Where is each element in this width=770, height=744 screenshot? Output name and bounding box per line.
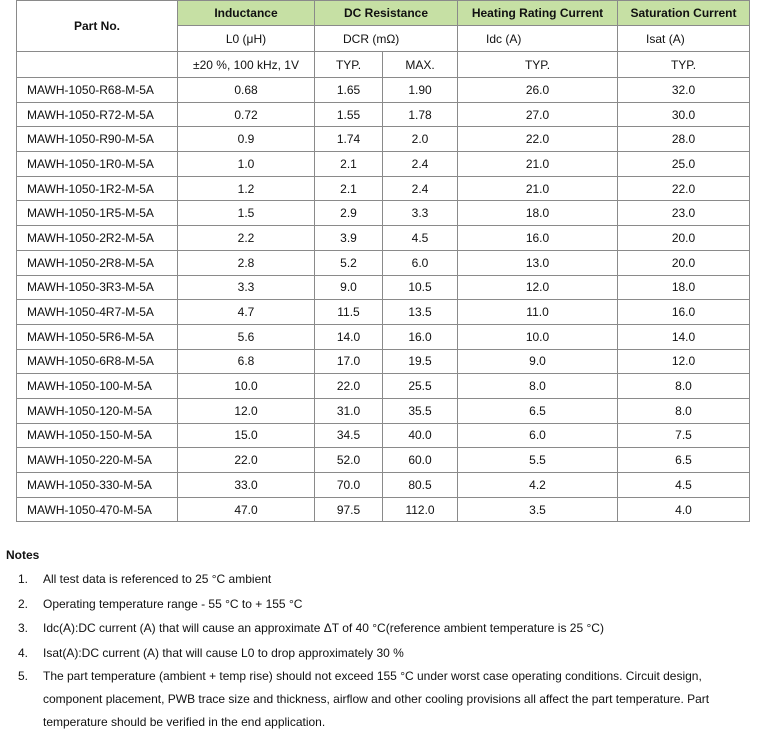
inductance-cell: 33.0 [178,473,315,498]
dcr-max-header: MAX. [383,52,458,78]
notes-title: Notes [6,548,40,562]
part-number-cell: MAWH-1050-150-M-5A [17,423,178,448]
idc-cell: 10.0 [458,324,618,349]
idc-cell: 18.0 [458,201,618,226]
isat-cell: 23.0 [618,201,750,226]
dcr-max-cell: 2.4 [383,152,458,177]
idc-cell: 8.0 [458,374,618,399]
dcr-typ-cell: 22.0 [315,374,383,399]
inductance-cell: 15.0 [178,423,315,448]
part-number-cell: MAWH-1050-R68-M-5A [17,78,178,103]
inductance-cell: 0.68 [178,78,315,103]
inductance-condition: ±20 %, 100 kHz, 1V [178,52,315,78]
inductance-cell: 22.0 [178,448,315,473]
isat-cell: 25.0 [618,152,750,177]
table-row [17,497,750,522]
dcr-max-cell: 10.5 [383,275,458,300]
dcr-typ-cell: 34.5 [315,423,383,448]
part-no-blank-cell [17,52,178,78]
inductance-group-header: Inductance [178,1,315,26]
part-no-header: Part No. [17,1,178,52]
dcr-typ-cell: 9.0 [315,275,383,300]
note-item: 1. All test data is referenced to 25 °C ambient [18,572,272,587]
dcr-typ-cell: 1.55 [315,102,383,127]
part-number-cell: MAWH-1050-6R8-M-5A [17,349,178,374]
table-row [17,226,750,251]
part-number-cell: MAWH-1050-R72-M-5A [17,102,178,127]
inductance-cell: 0.72 [178,102,315,127]
idc-cell: 9.0 [458,349,618,374]
note-item: 4. Isat(A):DC current (A) that will cause L0 to drop approximately 30 % [18,645,404,660]
part-number-cell: MAWH-1050-1R2-M-5A [17,176,178,201]
isat-cell: 20.0 [618,226,750,251]
part-number-cell: MAWH-1050-120-M-5A [17,398,178,423]
idc-cell: 6.5 [458,398,618,423]
table-row [17,473,750,498]
isat-cell: 7.5 [618,423,750,448]
dcr-max-cell: 13.5 [383,300,458,325]
dcr-typ-header: TYP. [315,52,383,78]
notes-list [6,572,746,734]
dcr-max-cell: 80.5 [383,473,458,498]
specification-table [16,0,750,522]
dcr-typ-cell: 17.0 [315,349,383,374]
part-number-cell: MAWH-1050-1R5-M-5A [17,201,178,226]
inductance-cell: 47.0 [178,497,315,522]
inductance-cell: 4.7 [178,300,315,325]
table-row [17,324,750,349]
note-item: 5. The part temperature (ambient + temp rise) should not exceed 155 °C under worst case operating conditions. Circuit design, component placement, PWB trace size and thickness, airflow and other cooling provisions all affect the part temperature. Part temperature should be verified in the end application. [18,668,710,729]
dcr-max-cell: 1.90 [383,78,458,103]
table-row [17,152,750,177]
isat-cell: 4.5 [618,473,750,498]
isat-cell: 6.5 [618,448,750,473]
dcr-max-cell: 35.5 [383,398,458,423]
inductance-cell: 5.6 [178,324,315,349]
idc-cell: 27.0 [458,102,618,127]
idc-cell: 4.2 [458,473,618,498]
idc-cell: 12.0 [458,275,618,300]
saturation-current-group-header: Saturation Current [618,1,750,26]
dcr-typ-cell: 5.2 [315,250,383,275]
isat-cell: 20.0 [618,250,750,275]
idc-cell: 5.5 [458,448,618,473]
dcr-typ-cell: 1.74 [315,127,383,152]
table-row [17,398,750,423]
part-number-cell: MAWH-1050-1R0-M-5A [17,152,178,177]
dcr-typ-cell: 1.65 [315,78,383,103]
isat-cell: 30.0 [618,102,750,127]
inductance-cell: 1.2 [178,176,315,201]
note-item: 3. Idc(A):DC current (A) that will cause an approximate ΔT of 40 °C(reference ambient temperature is 25 °C) [18,621,604,636]
part-number-cell: MAWH-1050-3R3-M-5A [17,275,178,300]
inductance-unit: L0 (μH) [178,26,315,52]
isat-cell: 14.0 [618,324,750,349]
idc-cell: 11.0 [458,300,618,325]
part-number-cell: MAWH-1050-220-M-5A [17,448,178,473]
table-row [17,300,750,325]
idc-unit: Idc (A) [458,26,618,52]
part-number-cell: MAWH-1050-2R8-M-5A [17,250,178,275]
table-row [17,374,750,399]
inductance-cell: 10.0 [178,374,315,399]
note-item: 2. Operating temperature range - 55 °C to + 155 °C [18,596,303,611]
dcr-max-cell: 112.0 [383,497,458,522]
inductance-cell: 2.8 [178,250,315,275]
dc-resistance-group-header: DC Resistance [315,1,458,26]
part-number-cell: MAWH-1050-4R7-M-5A [17,300,178,325]
isat-cell: 18.0 [618,275,750,300]
dcr-max-cell: 2.4 [383,176,458,201]
part-number-cell: MAWH-1050-R90-M-5A [17,127,178,152]
dcr-max-cell: 1.78 [383,102,458,127]
dcr-typ-cell: 97.5 [315,497,383,522]
part-number-cell: MAWH-1050-100-M-5A [17,374,178,399]
idc-cell: 22.0 [458,127,618,152]
isat-cell: 12.0 [618,349,750,374]
isat-cell: 22.0 [618,176,750,201]
inductance-cell: 1.0 [178,152,315,177]
part-number-cell: MAWH-1050-330-M-5A [17,473,178,498]
dcr-max-cell: 25.5 [383,374,458,399]
isat-cell: 8.0 [618,398,750,423]
dcr-max-cell: 3.3 [383,201,458,226]
table-row [17,127,750,152]
idc-cell: 21.0 [458,152,618,177]
dcr-max-cell: 6.0 [383,250,458,275]
dcr-typ-cell: 2.1 [315,176,383,201]
dcr-typ-cell: 2.9 [315,201,383,226]
table-row [17,176,750,201]
table-row [17,78,750,103]
dcr-max-cell: 16.0 [383,324,458,349]
table-row [17,201,750,226]
idc-typ-header: TYP. [458,52,618,78]
part-number-cell: MAWH-1050-2R2-M-5A [17,226,178,251]
inductance-cell: 6.8 [178,349,315,374]
isat-unit: Isat (A) [618,26,750,52]
inductance-cell: 12.0 [178,398,315,423]
isat-cell: 16.0 [618,300,750,325]
dcr-max-cell: 40.0 [383,423,458,448]
idc-cell: 6.0 [458,423,618,448]
part-number-cell: MAWH-1050-5R6-M-5A [17,324,178,349]
idc-cell: 26.0 [458,78,618,103]
isat-cell: 8.0 [618,374,750,399]
isat-cell: 28.0 [618,127,750,152]
table-row [17,423,750,448]
dcr-max-cell: 60.0 [383,448,458,473]
inductance-cell: 0.9 [178,127,315,152]
dcr-max-cell: 19.5 [383,349,458,374]
notes-section [6,548,746,744]
dcr-typ-cell: 31.0 [315,398,383,423]
dcr-typ-cell: 2.1 [315,152,383,177]
table-row [17,349,750,374]
dcr-typ-cell: 3.9 [315,226,383,251]
table-row [17,102,750,127]
table-row [17,448,750,473]
idc-cell: 3.5 [458,497,618,522]
dcr-typ-cell: 11.5 [315,300,383,325]
isat-cell: 4.0 [618,497,750,522]
dcr-unit: DCR (mΩ) [315,26,458,52]
inductance-cell: 1.5 [178,201,315,226]
idc-cell: 16.0 [458,226,618,251]
dcr-max-cell: 4.5 [383,226,458,251]
table-row [17,250,750,275]
inductance-cell: 3.3 [178,275,315,300]
dcr-typ-cell: 52.0 [315,448,383,473]
idc-cell: 21.0 [458,176,618,201]
idc-cell: 13.0 [458,250,618,275]
part-number-cell: MAWH-1050-470-M-5A [17,497,178,522]
heating-current-group-header: Heating Rating Current [458,1,618,26]
dcr-max-cell: 2.0 [383,127,458,152]
inductance-cell: 2.2 [178,226,315,251]
isat-typ-header: TYP. [618,52,750,78]
isat-cell: 32.0 [618,78,750,103]
dcr-typ-cell: 14.0 [315,324,383,349]
table-row [17,275,750,300]
dcr-typ-cell: 70.0 [315,473,383,498]
